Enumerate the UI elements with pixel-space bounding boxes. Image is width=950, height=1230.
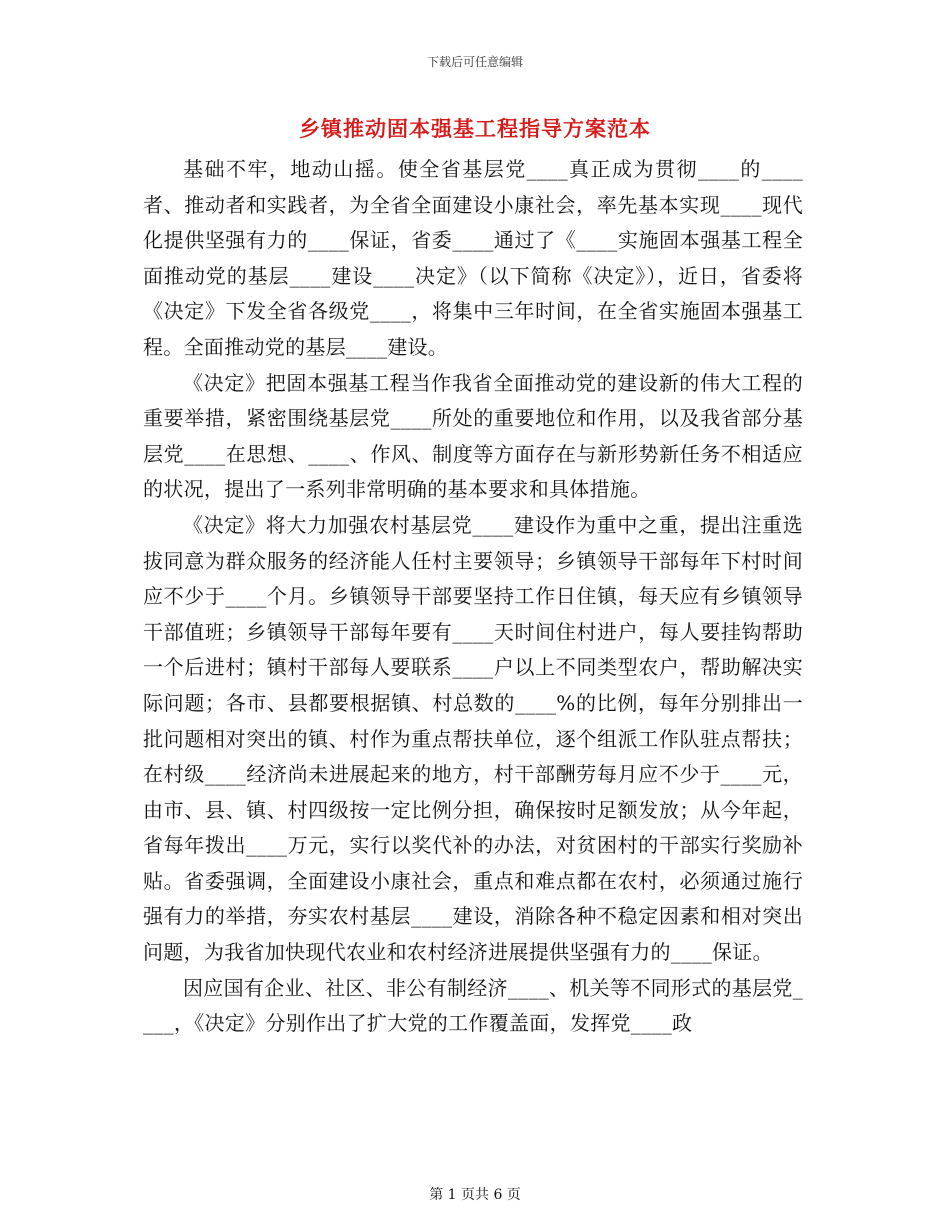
paragraph-1: 基础不牢，地动山摇。使全省基层党____真正成为贯彻____的____者、推动者和实践者，为全省全面建设小康社会，率先基本实现____现代化提供坚强有力的____保证，省委____通过了《____实施固本强基工程全面推动党的基层____建设____决定》（以下简称《决定》），近日，省委将《决定》下发全省各级党____，将集中三年时间，在全省实施固本强基工程。全面推动党的基层____建设。	[143, 157, 803, 359]
document-title: 乡镇推动固本强基工程指导方案范本	[299, 117, 651, 141]
paragraph-3: 《决定》将大力加强农村基层党____建设作为重中之重，提出注重选拔同意为群众服务的经济能人任村主要领导；乡镇领导干部每年下村时间应不少于____个月。乡镇领导干部要坚持工作日住镇，每天应有乡镇领导干部值班；乡镇领导干部每年要有____天时间住村进户，每人要挂钩帮助一个后进村；镇村干部每人要联系____户以上不同类型农户，帮助解决实际问题；各市、县都要根据镇、村总数的____%的比例，每年分别排出一批问题相对突出的镇、村作为重点帮扶单位，逐个组派工作队驻点帮扶；在村级____经济尚未进展起来的地方，村干部酬劳每月应不少于____元，由市、县、镇、村四级按一定比例分担，确保按时足额发放；从今年起，省每年拨出____万元，实行以奖代补的办法，对贫困村的干部实行奖励补贴。省委强调，全面建设小康社会，重点和难点都在农村，必须通过施行强有力的举措，夯实农村基层____建设，消除各种不稳定因素和相对突出问题，为我省加快现代农业和农村经济进展提供坚强有力的____保证。	[143, 512, 803, 965]
paragraph-2: 《决定》把固本强基工程当作我省全面推动党的建设新的伟大工程的重要举措，紧密围绕基层党____所处的重要地位和作用，以及我省部分基层党____在思想、____、作风、制度等方面存在与新形势新任务不相适应的状况，提出了一系列非常明确的基本要求和具体措施。	[143, 370, 803, 502]
page-number: 第 1 页共 6 页	[429, 1187, 521, 1203]
paragraph-4: 因应国有企业、社区、非公有制经济____、机关等不同形式的基层党____，《决定》分别作出了扩大党的工作覆盖面，发挥党____政	[143, 975, 803, 1036]
document-body	[143, 152, 803, 1042]
header-note: 下载后可任意编辑	[426, 55, 523, 69]
